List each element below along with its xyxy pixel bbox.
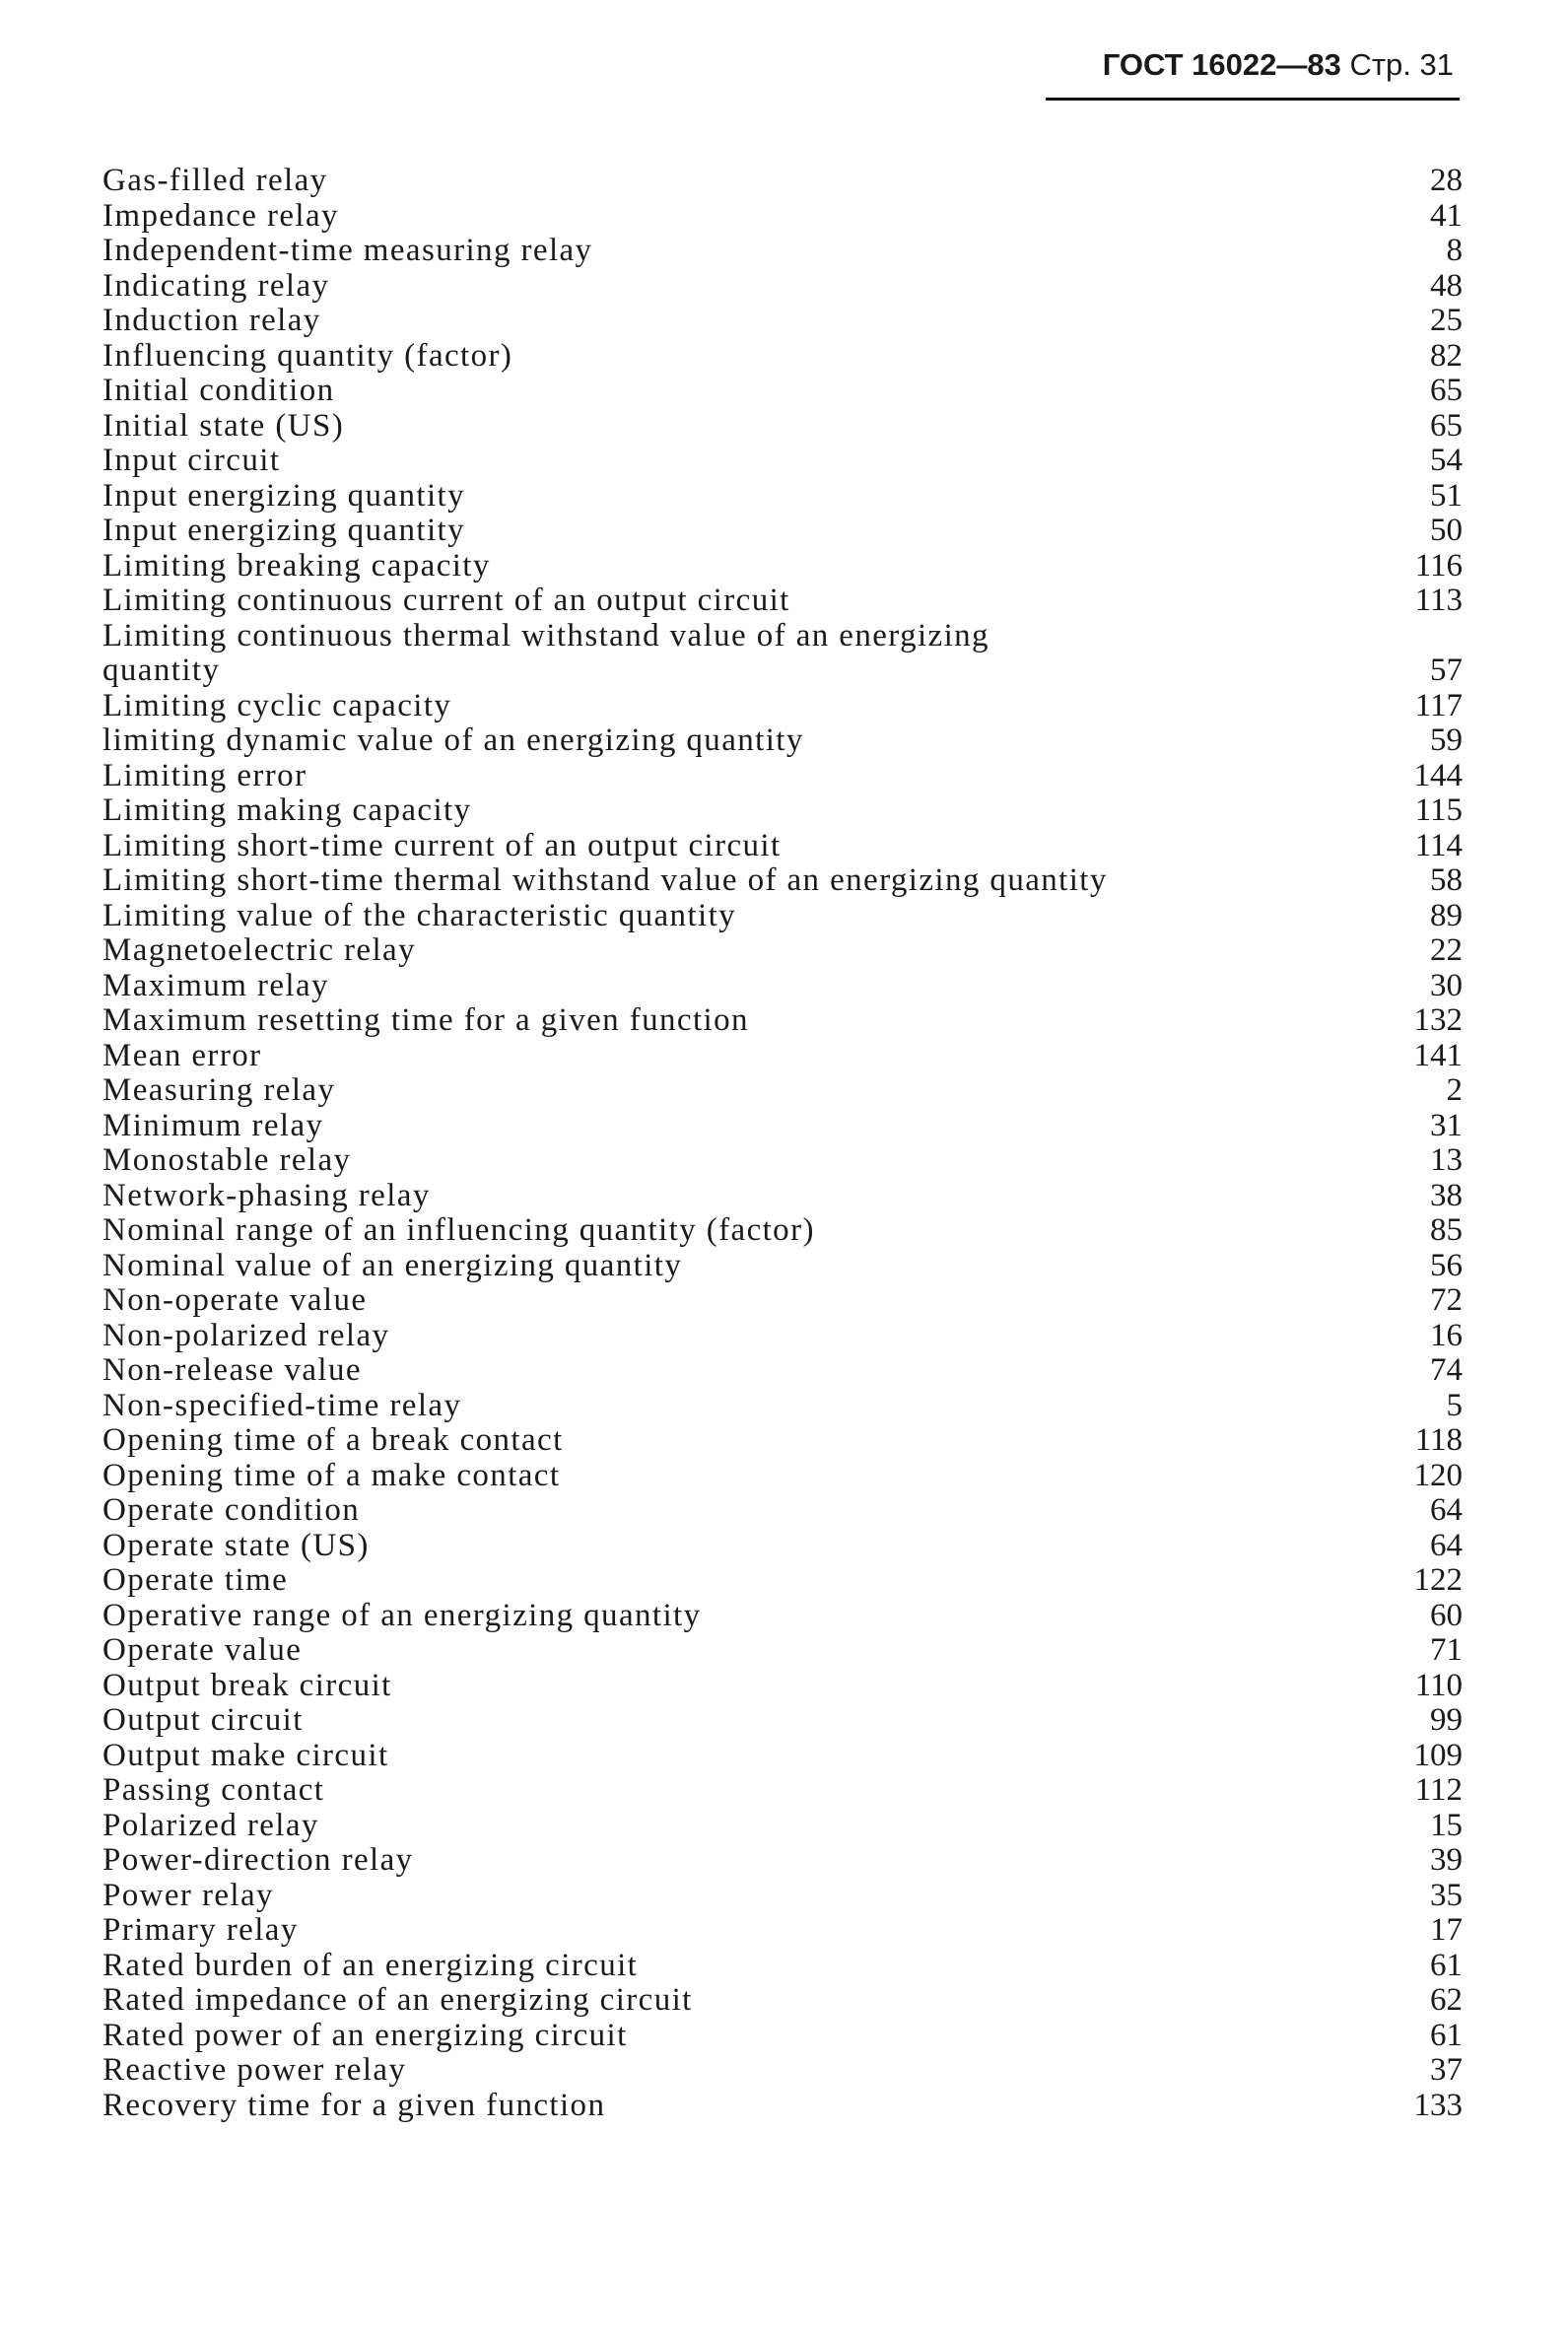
index-term: Network-phasing relay (102, 1177, 431, 1213)
index-entry (102, 374, 1463, 409)
index-entry (102, 1563, 1463, 1599)
index-term: Gas-filled relay (102, 163, 328, 198)
index-term: Maximum relay (102, 967, 329, 1003)
index-term: Passing contact (102, 1772, 325, 1808)
index-term: Rated impedance of an energizing circuit (102, 1982, 693, 2018)
index-entry (102, 759, 1463, 794)
index-entry (102, 1913, 1463, 1949)
index-reference-number: 141 (1413, 1037, 1463, 1073)
index-reference-number: 50 (1430, 513, 1463, 548)
index-term: Limiting continuous thermal withstand value of an energizing quantity (102, 617, 999, 688)
index-entry (102, 2053, 1463, 2089)
index-reference-number: 109 (1413, 1737, 1463, 1773)
index-entry (102, 1843, 1463, 1879)
index-entry (102, 619, 1463, 689)
index-reference-number: 39 (1430, 1842, 1463, 1878)
index-term: Non-release value (102, 1352, 362, 1388)
index-reference-number: 89 (1430, 897, 1463, 933)
index-reference-number: 99 (1430, 1702, 1463, 1738)
index-reference-number: 58 (1430, 862, 1463, 898)
index-term: Limiting making capacity (102, 792, 472, 828)
index-reference-number: 51 (1430, 477, 1463, 514)
index-term: Operate time (102, 1562, 289, 1598)
index-reference-number: 120 (1413, 1457, 1463, 1493)
index-term: Nominal value of an energizing quantity (102, 1247, 683, 1283)
index-term: Maximum resetting time for a given function (102, 1002, 749, 1038)
index-reference-number: 115 (1414, 792, 1463, 828)
index-reference-number: 61 (1430, 2017, 1463, 2053)
index-entry (102, 899, 1463, 934)
index-entry (102, 1249, 1463, 1284)
index-reference-number: 41 (1430, 197, 1463, 234)
index-term: Monostable relay (102, 1142, 352, 1178)
index-entry (102, 1669, 1463, 1704)
index-term: Non-polarized relay (102, 1317, 390, 1353)
index-term: Input energizing quantity (102, 477, 465, 514)
index-term: Output circuit (102, 1702, 304, 1738)
index-term: Power-direction relay (102, 1842, 414, 1878)
index-entry (102, 793, 1463, 829)
index-term: Limiting continuous current of an output circuit (102, 583, 790, 618)
index-term: Non-specified-time relay (102, 1387, 462, 1423)
index-entry (102, 1073, 1463, 1109)
index-term: Influencing quantity (factor) (102, 337, 513, 374)
index-term: Non-operate value (102, 1282, 368, 1318)
index-term: Operative range of an energizing quantity (102, 1597, 702, 1633)
index-entry (102, 479, 1463, 515)
index-term: Limiting error (102, 757, 307, 793)
index-entry (102, 2019, 1463, 2054)
index-entry (102, 584, 1463, 619)
index-term: Measuring relay (102, 1072, 336, 1108)
term-index-list (102, 164, 1463, 2123)
index-reference-number: 118 (1414, 1422, 1463, 1458)
index-term: Polarized relay (102, 1807, 319, 1843)
page-header (1046, 45, 1460, 101)
index-entry (102, 1633, 1463, 1669)
index-reference-number: 57 (1430, 653, 1463, 688)
index-entry (102, 1143, 1463, 1179)
index-reference-number: 13 (1430, 1142, 1463, 1178)
index-term: Recovery time for a given function (102, 2087, 606, 2123)
index-reference-number: 22 (1430, 932, 1463, 968)
index-reference-number: 48 (1430, 267, 1463, 304)
index-reference-number: 62 (1430, 1982, 1463, 2018)
index-reference-number: 25 (1430, 303, 1463, 338)
index-reference-number: 117 (1414, 687, 1463, 723)
index-term: Rated burden of an energizing circuit (102, 1947, 639, 1983)
index-term: Impedance relay (102, 197, 339, 234)
index-term: Output break circuit (102, 1667, 392, 1703)
index-term: Minimum relay (102, 1107, 324, 1143)
index-reference-number: 74 (1430, 1352, 1463, 1388)
index-reference-number: 38 (1430, 1177, 1463, 1213)
index-reference-number: 64 (1430, 1492, 1463, 1528)
index-reference-number: 15 (1430, 1807, 1463, 1843)
index-entry (102, 1739, 1463, 1774)
index-reference-number: 64 (1430, 1527, 1463, 1563)
index-term: Opening time of a break contact (102, 1422, 564, 1458)
index-term: Limiting short-time thermal withstand value of an energizing quantity (102, 862, 1108, 898)
index-entry (102, 514, 1463, 549)
index-entry (102, 1353, 1463, 1389)
index-term: Rated power of an energizing circuit (102, 2017, 628, 2053)
index-entry (102, 1493, 1463, 1529)
index-term: Indicating relay (102, 267, 330, 304)
index-entry (102, 1599, 1463, 1634)
index-entry (102, 1773, 1463, 1809)
index-entry (102, 409, 1463, 445)
index-reference-number: 122 (1413, 1562, 1463, 1598)
index-term: Reactive power relay (102, 2052, 407, 2088)
index-entry (102, 234, 1463, 269)
index-reference-number: 61 (1430, 1947, 1463, 1983)
index-entry (102, 829, 1463, 864)
index-entry (102, 1389, 1463, 1424)
index-entry (102, 1319, 1463, 1354)
index-reference-number: 71 (1430, 1632, 1463, 1668)
index-entry (102, 1423, 1463, 1459)
index-entry (102, 1109, 1463, 1144)
page-header-text (1103, 45, 1454, 85)
index-entry (102, 689, 1463, 724)
index-entry (102, 339, 1463, 375)
index-entry (102, 723, 1463, 759)
index-term: Initial condition (102, 373, 335, 408)
index-term: Independent-time measuring relay (102, 233, 593, 268)
index-reference-number: 56 (1430, 1247, 1463, 1283)
index-term: Induction relay (102, 303, 321, 338)
index-entry (102, 1179, 1463, 1214)
index-reference-number: 5 (1446, 1387, 1463, 1423)
index-reference-number: 35 (1430, 1877, 1463, 1913)
index-term: Initial state (US) (102, 407, 345, 444)
index-reference-number: 113 (1414, 583, 1463, 618)
index-reference-number: 59 (1430, 722, 1463, 758)
index-term: Output make circuit (102, 1737, 389, 1773)
index-term: Power relay (102, 1877, 274, 1913)
index-reference-number: 133 (1413, 2087, 1463, 2123)
index-reference-number: 112 (1414, 1772, 1463, 1808)
index-entry (102, 969, 1463, 1004)
index-reference-number: 116 (1414, 547, 1463, 584)
index-term: Mean error (102, 1037, 262, 1073)
index-entry (102, 1283, 1463, 1319)
index-term: Limiting short-time current of an output circuit (102, 827, 782, 863)
index-term: Nominal range of an influencing quantity (factor) (102, 1212, 815, 1248)
standard-code: ГОСТ 16022—83 (1102, 47, 1341, 82)
index-entry (102, 1529, 1463, 1564)
index-reference-number: 31 (1430, 1107, 1463, 1143)
index-reference-number: 132 (1413, 1002, 1463, 1038)
index-reference-number: 16 (1430, 1317, 1463, 1353)
index-entry (102, 2089, 1463, 2124)
index-entry (102, 1949, 1463, 1984)
index-entry (102, 1039, 1463, 1074)
index-reference-number: 85 (1430, 1212, 1463, 1248)
index-reference-number: 144 (1413, 757, 1463, 793)
index-term: Primary relay (102, 1912, 299, 1948)
index-entry (102, 1809, 1463, 1844)
index-reference-number: 72 (1430, 1282, 1463, 1318)
index-reference-number: 114 (1414, 827, 1463, 863)
index-entry (102, 1213, 1463, 1249)
index-entry (102, 1879, 1463, 1914)
index-entry (102, 549, 1463, 584)
index-term: Input circuit (102, 443, 281, 478)
index-reference-number: 82 (1430, 337, 1463, 374)
index-reference-number: 60 (1430, 1597, 1463, 1633)
index-entry (102, 164, 1463, 199)
index-reference-number: 37 (1430, 2052, 1463, 2088)
index-reference-number: 30 (1430, 967, 1463, 1003)
index-reference-number: 2 (1446, 1072, 1463, 1108)
index-entry (102, 199, 1463, 235)
index-term: Operate condition (102, 1492, 361, 1528)
index-entry (102, 269, 1463, 305)
index-entry (102, 1003, 1463, 1039)
index-term: Magnetoelectric relay (102, 932, 416, 968)
index-entry (102, 933, 1463, 969)
index-term: Operate state (US) (102, 1527, 370, 1563)
index-entry (102, 444, 1463, 479)
index-entry (102, 1459, 1463, 1494)
index-reference-number: 17 (1430, 1912, 1463, 1948)
index-term: Limiting cyclic capacity (102, 687, 452, 723)
index-term: Limiting breaking capacity (102, 547, 491, 584)
index-reference-number: 65 (1430, 373, 1463, 408)
index-term: Limiting value of the characteristic quantity (102, 897, 737, 933)
index-term: Input energizing quantity (102, 513, 465, 548)
page-number: Стр. 31 (1349, 47, 1454, 82)
index-reference-number: 28 (1430, 163, 1463, 198)
index-reference-number: 110 (1414, 1667, 1463, 1703)
index-reference-number: 65 (1430, 407, 1463, 444)
index-entry (102, 304, 1463, 339)
index-entry (102, 863, 1463, 899)
index-entry (102, 1703, 1463, 1739)
index-reference-number: 54 (1430, 443, 1463, 478)
index-entry (102, 1983, 1463, 2019)
index-term: Opening time of a make contact (102, 1457, 561, 1493)
index-term: limiting dynamic value of an energizing quantity (102, 722, 804, 758)
index-reference-number: 8 (1446, 233, 1463, 268)
index-term: Operate value (102, 1632, 303, 1668)
